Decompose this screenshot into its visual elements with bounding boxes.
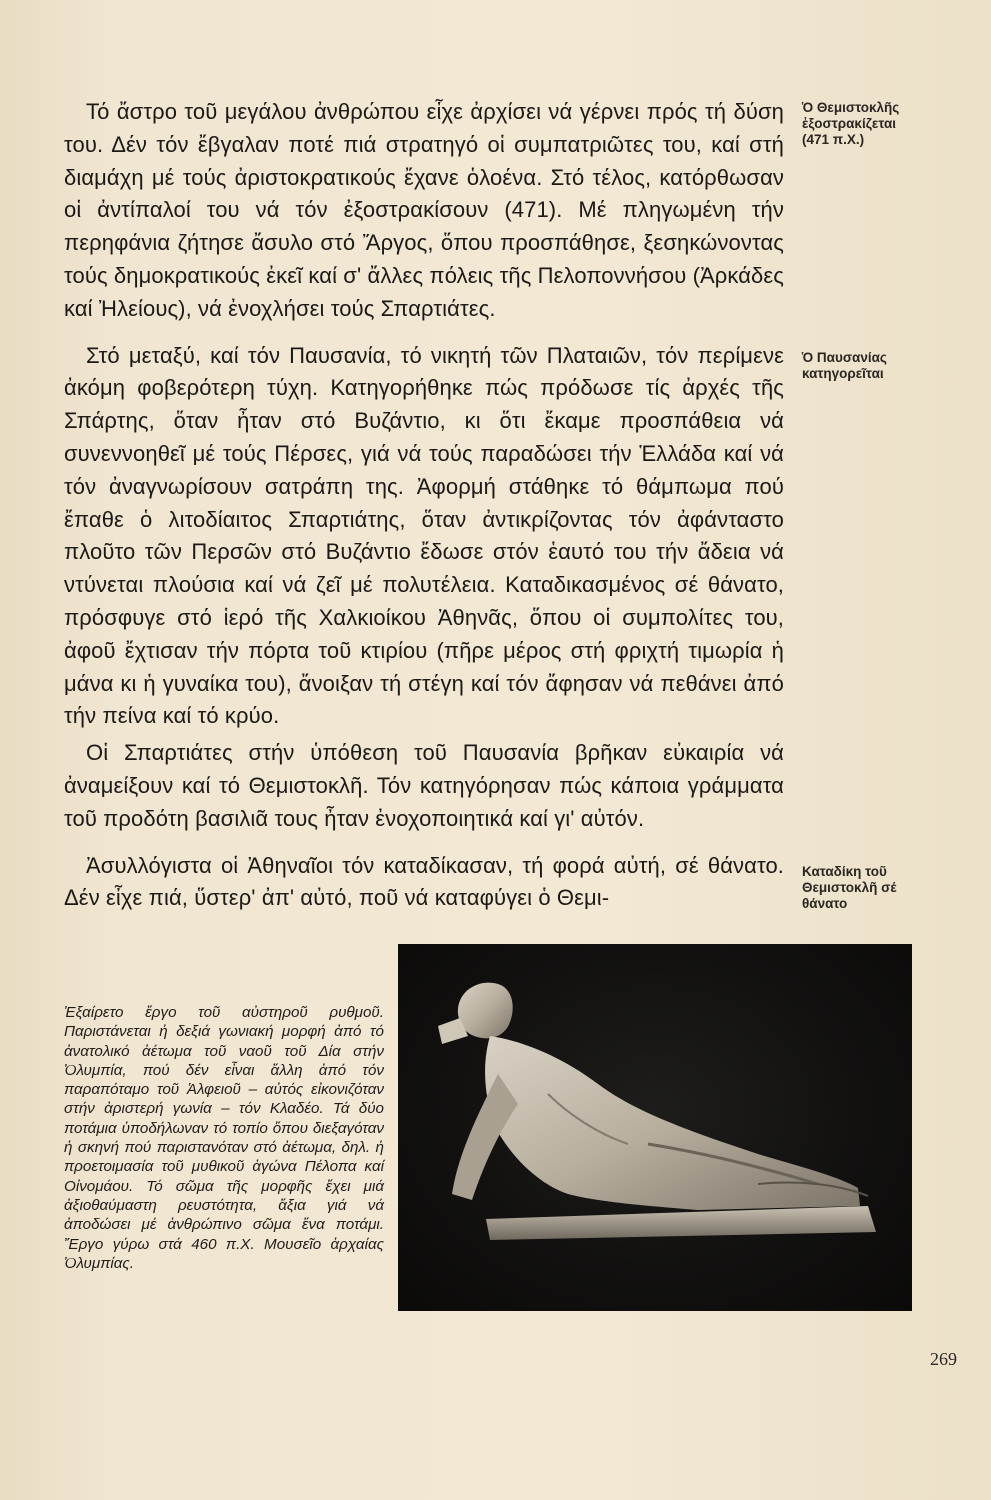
kladeos-sculpture-photo bbox=[398, 944, 912, 1311]
paragraph-themistocles-ostracism: Τό ἄστρο τοῦ μεγάλου ἀνθρώπου εἶχε ἀρχίσει νά γέρνει πρός τή δύση του. Δέν τόν ἔβγαλαν ποτέ πιά στρατηγό οἱ συμπατριῶτες του, καί στή διαμάχη μέ τούς ἀριστοκρατικούς ἔχανε ὁλοένα. Στό τέλος, κατόρθωσαν οἱ ἀντίπαλοί του νά τόν ἐξοστρακίσουν (471). Μέ πληγωμένη τήν περηφάνια ζήτησε ἄσυλο στό Ἄργος, ὅπου προσπάθησε, ξεσηκώνοντας τούς δημοκρατικούς ἐκεῖ καί σ' ἄλλες πόλεις τῆς Πελοποννήσου (Ἀρκάδες καί Ἠλείους), νά ἐνοχλήσει τούς Σπαρτιάτες. bbox=[64, 99, 784, 321]
page-number: 269 bbox=[930, 1349, 957, 1369]
reclining-figure-illustration bbox=[398, 944, 912, 1311]
paragraph-condemnation: Ἀσυλλόγιστα οἱ Ἀθηναῖοι τόν καταδίκασαν, τή φορά αὐτή, σέ θάνατο. Δέν εἶχε πιά, ὕστερ' ἀπ' αὐτό, ποῦ νά καταφύγει ὁ Θεμι- bbox=[64, 852, 784, 911]
paragraph-pausanias: Στό μεταξύ, καί τόν Παυσανία, τό νικητή τῶν Πλαταιῶν, τόν περίμενε ἀκόμη φοβερότερη τύχη. Κατηγορήθηκε πώς πρόδωσε τίς ἀρχές τῆς Σπάρτης, ὅταν ἦταν στό Βυζάντιο, κι ὅτι ἔκαμε προσπάθεια νά συνεννοηθεῖ μέ τούς Πέρσες, γιά νά τούς παραδώσει τήν Ἑλλάδα καί νά τόν ἀναγνωρίσουν σατράπη της. Ἀφορμή στάθηκε τό θάμπωμα πού ἔπαθε ὁ λιτοδίαιτος Σπαρτιάτης, ὅταν ἀντικρίζοντας τόν ἀφάνταστο πλοῦτο τῶν Περσῶν στό Βυζάντιο ἔδωσε στόν ἑαυτό του τήν ἄδεια νά ντύνεται πλούσια καί νά ζεῖ μέ πολυτέλεια. Καταδικασμένος σέ θάνατο, πρόσφυγε στό ἱερό τῆς Χαλκιοίκου Ἀθηνᾶς, ὅπου οἱ συμπολίτες του, ἀφοῦ ἔχτισαν τήν πόρτα τοῦ κτιρίου (πῆρε μέρος στή φριχτή τιμωρία ἡ μάνα κι ἡ γυναίκα του), ἄνοιξαν τή στέγη καί τόν ἄφησαν νά πεθάνει ἀπό τήν πείνα καί τό κρύο. bbox=[64, 342, 784, 729]
margin-note-pausanias: Ὁ Παυσανίας κατηγορεῖται bbox=[802, 350, 887, 381]
margin-note-condemnation: Καταδίκη τοῦ Θεμιστοκλῆ σέ θάνατο bbox=[802, 864, 897, 911]
paragraph-spartans-accuse: Οἱ Σπαρτιάτες στήν ὑπόθεση τοῦ Παυσανία βρῆκαν εὐκαιρία νά ἀναμείξουν καί τό Θεμιστοκλῆ. Τόν κατηγόρησαν πώς κάποια γράμματα τοῦ προδότη βασιλιᾶ τους ἦταν ἐνοχοποιητικά καί γι' αὐτόν. bbox=[64, 740, 784, 831]
margin-note-ostracism: Ὁ Θεμιστοκλῆς ἐξοστρακίζεται (471 π.Χ.) bbox=[802, 100, 900, 147]
figure-caption: Ἐξαίρετο ἔργο τοῦ αὐστηροῦ ρυθμοῦ. Παριστάνεται ἡ δεξιά γωνιακή μορφή ἀπό τό ἀνατολικό ἀέτωμα τοῦ ναοῦ τοῦ Δία στήν Ὀλυμπία, πού δέν εἶναι ἄλλη ἀπό τόν παραπόταμο τοῦ Ἀλφειοῦ – αὐτός εἰκονιζόταν στήν ἀριστερή γωνία – τόν Κλαδέο. Τά δύο ποτάμια ὑποδήλωναν τό τοπίο ὅπου διεξαγόταν ἡ σκηνή πού παριστανόταν στό ἀέτωμα, δηλ. ἡ προετοιμασία τοῦ μυθικοῦ ἀγώνα Πέλοπα καί Οἰνομάου. Τό σῶμα τῆς μορφῆς ἔχει μιά ἀξιοθαύμαστη ρευστότητα, ἄξια γιά νά ἀποδώσει μέ ἀνθρώπινο σῶμα ἕνα ποτάμι. Ἔργο γύρω στά 460 π.Χ. Μουσεῖο ἀρχαίας Ὀλυμπίας. bbox=[64, 1004, 384, 1272]
main-text bbox=[64, 96, 784, 915]
